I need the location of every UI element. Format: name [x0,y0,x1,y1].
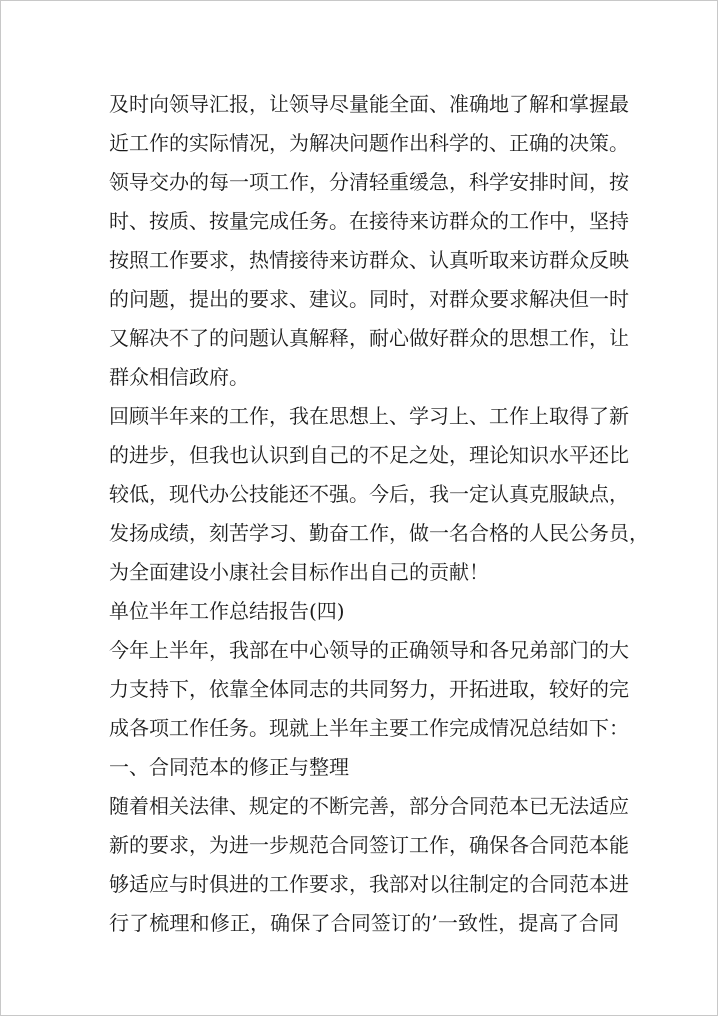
text-line: 又解决不了的问题认真解释，耐心做好群众的思想工作，让 [109,326,629,350]
text-line: 够适应与时俱进的工作要求，我部对以往制定的合同范本进 [109,872,629,896]
text-line: 今年上半年，我部在中心领导的正确领导和各兄弟部门的大 [109,638,629,662]
text-line: 近工作的实际情况，为解决问题作出科学的、正确的决策。 [109,131,629,155]
text-line: 按照工作要求，热情接待来访群众、认真听取来访群众反映 [109,248,629,272]
text-line: 及时向领导汇报，让领导尽量能全面、准确地了解和掌握最 [109,92,629,116]
text-line: 的问题，提出的要求、建议。同时，对群众要求解决但一时 [109,287,629,311]
text-line: 力支持下，依靠全体同志的共同努力，开拓进取，较好的完 [109,677,629,701]
text-line: 为全面建设小康社会目标作出自己的贡献！ [109,560,489,584]
section-title: 单位半年工作总结报告(四) [109,599,345,623]
document-body [109,85,649,943]
text-line: 群众相信政府。 [109,365,249,389]
text-line: 回顾半年来的工作，我在思想上、学习上、工作上取得了新 [109,404,629,428]
text-line: 的进步，但我也认识到自己的不足之处，理论知识水平还比 [109,443,629,467]
text-line: 时、按质、按量完成任务。在接待来访群众的工作中，坚持 [109,209,629,233]
text-line: 成各项工作任务。现就上半年主要工作完成情况总结如下： [109,716,629,740]
text-line: 较低，现代办公技能还不强。今后，我一定认真克服缺点， [109,482,629,506]
subsection-title: 一、合同范本的修正与整理 [109,755,349,779]
text-line: 领导交办的每一项工作，分清轻重缓急，科学安排时间，按 [109,170,629,194]
text-line: 随着相关法律、规定的不断完善，部分合同范本已无法适应 [109,794,629,818]
text-line: 新的要求，为进一步规范合同签订工作，确保各合同范本能 [109,833,629,857]
text-line: 行了梳理和修正，确保了合同签订的’一致性，提高了合同 [109,911,619,935]
text-line: 发扬成绩，刻苦学习、勤奋工作，做一名合格的人民公务员， [109,521,649,545]
